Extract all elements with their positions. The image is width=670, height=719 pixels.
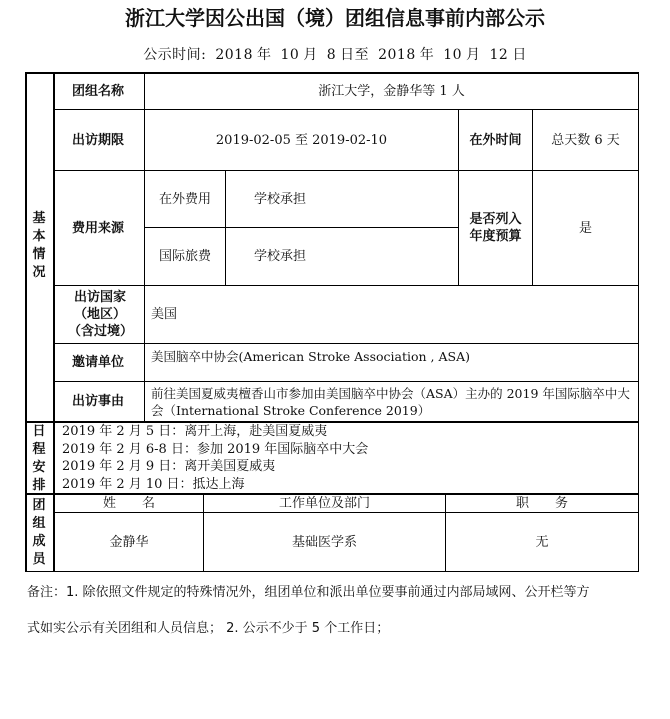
note-line-1: 备注：1. 除依照文件规定的特殊情况外，组团单位和派出单位要事前通过内部局域网、公开栏等方 [27, 585, 590, 600]
table-border-right [638, 72, 639, 572]
section-members-label: 团组成员 [32, 498, 46, 567]
budget-label: 是否列入年度预算 [469, 212, 522, 244]
day-to-char: 日至 [340, 47, 370, 63]
year-char: 年 [257, 47, 272, 63]
country-value: 美国 [151, 307, 178, 322]
abroad-time-value: 总天数 6 天 [551, 132, 620, 148]
group-name-value: 浙江大学，金静华等 1 人 [318, 84, 465, 99]
members-header-name: 姓 名 [102, 496, 155, 511]
abroad-cost-label: 在外费用 [158, 191, 211, 207]
period-value: 2019-02-05 至 2019-02-10 [215, 132, 388, 148]
members-header-unit: 工作单位及部门 [278, 496, 370, 511]
publication-start-month: 10 [280, 47, 300, 63]
schedule-item: 2019 年 2 月 5 日：离开上海，赴美国夏威夷 [62, 424, 328, 439]
note-line-2: 式如实公示有关团组和人员信息； 2. 公示不少于 5 个工作日； [27, 621, 390, 636]
member-name: 金静华 [109, 534, 149, 550]
funding-label: 费用来源 [72, 220, 125, 236]
publication-start-day: 8 [326, 47, 337, 63]
purpose-value: 前往美国夏威夷檀香山市参加由美国脑卒中协会（ASA）主办的 2019 年国际脑卒中大会（International Stroke Conference 2019） [151, 385, 630, 418]
publication-end-day: 12 [489, 47, 509, 63]
publication-start-year: 2018 [215, 47, 253, 63]
member-position: 无 [535, 534, 549, 550]
schedule-list [62, 423, 632, 493]
intl-travel-label: 国际旅费 [158, 249, 211, 264]
page-title: 浙江大学因公出国（境）团组信息事前内部公示 [125, 6, 545, 30]
intl-travel-value: 学校承担 [254, 249, 307, 264]
schedule-item: 2019 年 2 月 10 日：抵达上海 [62, 476, 245, 492]
publication-end-month: 10 [443, 47, 463, 63]
purpose-label: 出访事由 [72, 394, 125, 409]
month-char: 月 [303, 47, 318, 63]
col-line [225, 170, 226, 285]
schedule-item: 2019 年 2 月 9 日：离开美国夏威夷 [62, 459, 276, 474]
schedule-item: 2019 年 2 月 6-8 日：参加 2019 年国际脑卒中大会 [62, 441, 369, 457]
members-header-position: 职 务 [515, 496, 568, 511]
budget-value: 是 [578, 220, 592, 236]
section-basic-label: 基本情况 [32, 211, 46, 280]
publication-time [0, 44, 670, 64]
country-label: 出访国家（地区）（含过境） [68, 290, 134, 339]
period-label: 出访期限 [72, 132, 125, 148]
table-border-left [25, 72, 27, 572]
table-border-bottom [25, 571, 639, 572]
inviter-label: 邀请单位 [72, 355, 125, 370]
publication-label: 公示时间: [143, 47, 207, 63]
section-schedule-label: 日程安排 [32, 424, 46, 493]
abroad-cost-value: 学校承担 [254, 191, 307, 207]
abroad-time-label: 在外时间 [469, 132, 522, 148]
month-char: 月 [466, 47, 481, 63]
group-name-label: 团组名称 [72, 84, 125, 99]
year-char: 年 [419, 47, 435, 63]
member-unit: 基础医学系 [291, 534, 357, 550]
inviter-value: 美国脑卒中协会(American Stroke Association , ASA) [151, 348, 470, 364]
day-char: 日 [512, 47, 527, 63]
publication-end-year: 2018 [378, 47, 416, 63]
